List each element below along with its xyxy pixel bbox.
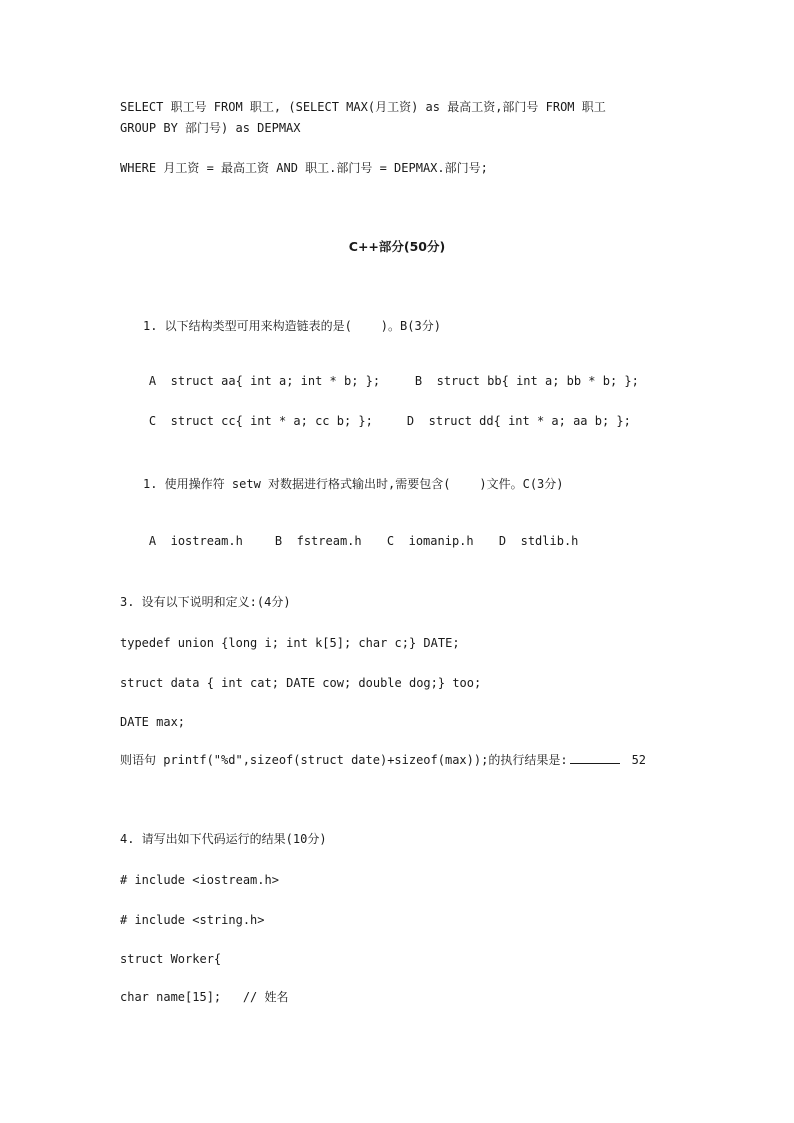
q3-prompt: 则语句 printf("%d",sizeof(struct date)+sizeof(max));的执行结果是:: [120, 753, 568, 767]
answer-blank: [570, 752, 620, 764]
q3-code-line-3: DATE max;: [120, 715, 186, 729]
q1-option-c: [149, 413, 407, 429]
sql-line-3: WHERE 月工资 = 最高工资 AND 职工.部门号 = DEPMAX.部门号;: [120, 161, 488, 175]
q1-option-a: [149, 373, 415, 389]
option-text: struct aa{ int a; int * b; };: [170, 374, 381, 388]
sql-line-2: GROUP BY 部门号) as DEPMAX: [120, 121, 301, 135]
sql-line-1: SELECT 职工号 FROM 职工, (SELECT MAX(月工资) as 最高工资,部门号 FROM 职工: [120, 100, 606, 114]
option-text: stdlib.h: [520, 534, 579, 548]
option-label: B: [274, 534, 283, 548]
option-label: D: [406, 414, 415, 428]
q2-options-row: [120, 517, 578, 565]
option-label: B: [414, 374, 423, 388]
option-text: fstream.h: [296, 534, 362, 548]
option-text: struct cc{ int * a; cc b; };: [170, 414, 373, 428]
q3-question-line: [120, 752, 646, 768]
q2-stem: 1. 使用操作符 setw 对数据进行格式输出时,需要包含( )文件。C(3分): [143, 477, 564, 491]
q3-stem: 3. 设有以下说明和定义:(4分): [120, 595, 291, 609]
q1-stem: 1. 以下结构类型可用来构造链表的是( )。B(3分): [143, 319, 441, 333]
q2-option-b: [275, 533, 387, 549]
q2-option-d: [499, 533, 578, 549]
q1-option-d: [407, 413, 631, 429]
q3-code-line-2: struct data { int cat; DATE cow; double dog;} too;: [120, 676, 482, 690]
q4-code-line: struct Worker{: [120, 952, 222, 966]
option-label: D: [498, 534, 507, 548]
section-title: C++部分(50分): [348, 239, 446, 254]
option-label: A: [148, 534, 157, 548]
q2-option-a: [149, 533, 275, 549]
option-text: struct bb{ int a; bb * b; };: [436, 374, 639, 388]
option-text: iomanip.h: [408, 534, 474, 548]
option-label: C: [386, 534, 395, 548]
q2-option-c: [387, 533, 499, 549]
q4-code-line: char name[15]; // 姓名: [120, 990, 289, 1004]
q4-code-line: # include <iostream.h>: [120, 873, 279, 887]
q3-code-line-1: typedef union {long i; int k[5]; char c;} DATE;: [120, 636, 460, 650]
q1-option-b: [415, 373, 639, 389]
q4-stem: 4. 请写出如下代码运行的结果(10分): [120, 832, 327, 846]
q4-code-line: # include <string.h>: [120, 913, 265, 927]
option-text: struct dd{ int * a; aa b; };: [428, 414, 631, 428]
option-label: A: [148, 374, 157, 388]
option-label: C: [148, 414, 157, 428]
option-text: iostream.h: [170, 534, 243, 548]
q3-answer: 52: [631, 753, 647, 767]
q1-options-row-2: [120, 397, 631, 445]
